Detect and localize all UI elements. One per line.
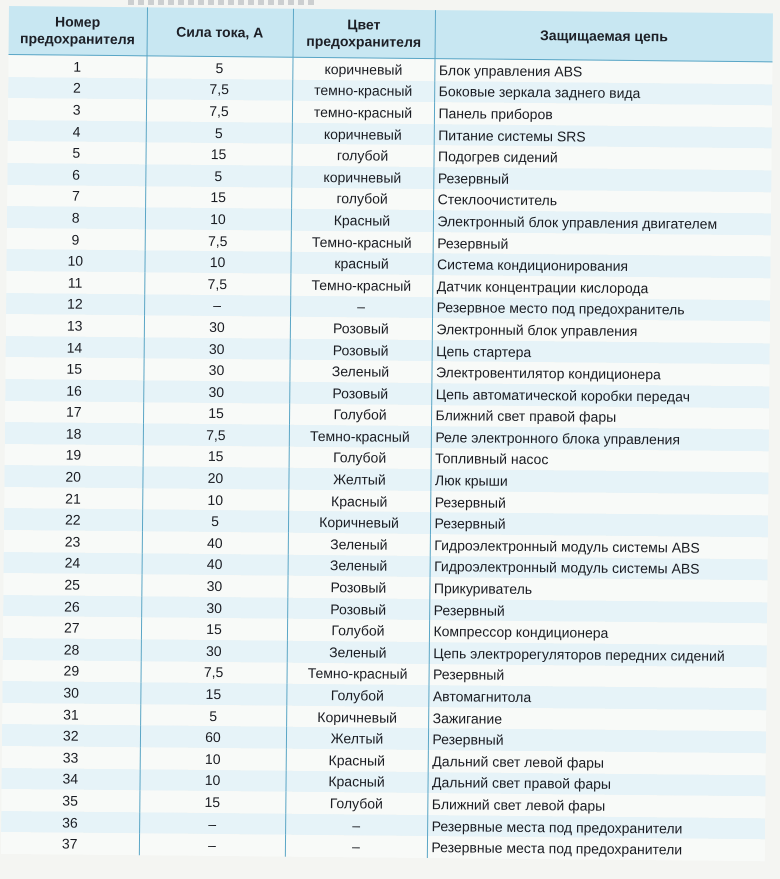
fuse-number-cell: 17	[5, 400, 143, 423]
fuse-color-cell: голубой	[291, 187, 433, 210]
fuse-number-cell: 19	[5, 444, 143, 467]
circuit-cell: Резервный	[433, 232, 771, 257]
fuse-number-cell: 28	[3, 638, 141, 661]
current-cell: 5	[140, 704, 286, 727]
circuit-cell: Резервный	[430, 513, 768, 538]
fuse-number-cell: 34	[1, 768, 139, 791]
circuit-cell: Резервные места под предохранители	[427, 836, 765, 861]
current-cell: 7,5	[146, 100, 292, 123]
circuit-cell: Боковые зеркала заднего вида	[434, 81, 772, 106]
fuse-number-cell: 21	[4, 487, 142, 510]
current-cell: 30	[143, 359, 289, 382]
fuse-number-cell: 3	[8, 98, 146, 121]
current-cell: 7,5	[146, 78, 292, 101]
current-cell: 30	[144, 337, 290, 360]
current-cell: 15	[139, 790, 285, 813]
fuse-color-cell: Голубой	[285, 792, 427, 815]
circuit-cell: Электронный блок управления двигателем	[433, 210, 771, 235]
fuse-color-cell: темно-красный	[292, 79, 434, 102]
current-cell: –	[144, 294, 290, 317]
fuse-number-cell: 4	[8, 120, 146, 143]
fuse-number-cell: 9	[7, 228, 145, 251]
fuse-number-cell: 35	[1, 789, 139, 812]
circuit-cell: Резервный	[433, 167, 771, 192]
fuse-color-cell: коричневый	[291, 166, 433, 189]
current-cell: 10	[144, 251, 290, 274]
current-cell: 30	[141, 639, 287, 662]
fuse-color-cell: Красный	[288, 490, 430, 513]
fuse-number-cell: 8	[7, 206, 145, 229]
header-fuse-number	[9, 6, 147, 56]
fuse-color-cell: Желтый	[286, 727, 428, 750]
fuse-number-cell: 22	[4, 508, 142, 531]
fuse-color-cell: Коричневый	[286, 706, 428, 729]
circuit-cell: Ближний свет правой фары	[431, 405, 769, 430]
fuse-color-cell: –	[290, 295, 432, 318]
fuse-color-cell: Темно-красный	[291, 230, 433, 253]
fuse-table	[1, 6, 773, 861]
fuse-number-cell: 7	[7, 185, 145, 208]
fuse-color-cell: красный	[290, 252, 432, 275]
fuse-color-cell: Розовый	[287, 576, 429, 599]
current-cell: 30	[141, 575, 287, 598]
fuse-number-cell: 6	[7, 163, 145, 186]
circuit-cell: Подогрев сидений	[433, 145, 771, 170]
current-cell: 15	[143, 445, 289, 468]
current-cell: –	[139, 834, 285, 857]
current-cell: 15	[145, 143, 291, 166]
fuse-number-cell: 13	[6, 314, 144, 337]
fuse-number-cell: 14	[6, 336, 144, 359]
circuit-cell: Люк крыши	[430, 469, 768, 494]
fuse-color-cell: Розовый	[290, 317, 432, 340]
circuit-cell: Реле электронного блока управления	[431, 426, 769, 451]
fuse-number-cell: 12	[6, 293, 144, 316]
fuse-color-cell: Голубой	[289, 403, 431, 426]
current-cell: 30	[144, 315, 290, 338]
fuse-number-cell: 30	[2, 681, 140, 704]
circuit-cell: Компрессор кондиционера	[429, 620, 767, 645]
circuit-cell: Резервный	[430, 491, 768, 516]
current-cell: 60	[140, 726, 286, 749]
fuse-number-cell: 37	[1, 832, 139, 855]
header-protected-circuit-label: Защищаемая цепь	[540, 26, 668, 44]
fuse-number-cell: 36	[1, 811, 139, 834]
fuse-color-cell: коричневый	[292, 123, 434, 146]
fuse-number-cell: 15	[5, 357, 143, 380]
circuit-cell: Ближний свет левой фары	[427, 793, 765, 818]
fuse-table-body	[1, 54, 773, 861]
header-fuse-color-line1: Цвет	[347, 16, 381, 33]
circuit-cell: Цепь стартера	[432, 340, 770, 365]
header-current-label: Сила тока, А	[176, 23, 264, 40]
current-cell: 5	[146, 121, 292, 144]
current-cell: 15	[145, 186, 291, 209]
current-cell: 5	[146, 56, 292, 79]
circuit-cell: Гидроэлектронный модуль системы ABS	[430, 556, 768, 581]
current-cell: 10	[142, 488, 288, 511]
fuse-number-cell: 10	[6, 249, 144, 272]
fuse-number-cell: 29	[3, 660, 141, 683]
fuse-number-cell: 25	[3, 573, 141, 596]
header-fuse-number-line1: Номер	[54, 13, 101, 30]
fuse-color-cell: Красный	[286, 749, 428, 772]
current-cell: 7,5	[143, 423, 289, 446]
fuse-color-cell: Красный	[291, 209, 433, 232]
circuit-cell: Резервное место под предохранитель	[432, 297, 770, 322]
current-cell: 30	[143, 380, 289, 403]
fuse-color-cell: Коричневый	[288, 511, 430, 534]
circuit-cell: Гидроэлектронный модуль системы ABS	[430, 534, 768, 559]
fuse-color-cell: Голубой	[286, 684, 428, 707]
fuse-number-cell: 2	[8, 77, 146, 100]
fuse-color-cell: голубой	[291, 144, 433, 167]
fuse-color-cell: Розовый	[289, 382, 431, 405]
fuse-color-cell: Голубой	[289, 446, 431, 469]
header-fuse-color-line2: предохранителя	[306, 32, 422, 50]
fuse-number-cell: 23	[4, 530, 142, 553]
circuit-cell: Электронный блок управления	[432, 318, 770, 343]
circuit-cell: Стеклоочиститель	[433, 189, 771, 214]
current-cell: –	[139, 812, 285, 835]
fuse-number-cell: 5	[7, 141, 145, 164]
fuse-number-cell: 24	[4, 552, 142, 575]
fuse-color-cell: Желтый	[288, 468, 430, 491]
circuit-cell: Электровентилятор кондиционера	[431, 361, 769, 386]
fuse-color-cell: Розовый	[287, 598, 429, 621]
fuse-color-cell: Розовый	[290, 338, 432, 361]
fuse-color-cell: коричневый	[292, 57, 434, 80]
circuit-cell: Панель приборов	[434, 102, 772, 127]
current-cell: 10	[140, 747, 286, 770]
circuit-cell: Прикуриватель	[429, 577, 767, 602]
fuse-color-cell: Зеленый	[288, 533, 430, 556]
fuse-number-cell: 18	[5, 422, 143, 445]
current-cell: 7,5	[141, 661, 287, 684]
fuse-number-cell: 31	[2, 703, 140, 726]
scan-artifact	[128, 0, 318, 5]
current-cell: 30	[141, 596, 287, 619]
current-cell: 10	[139, 769, 285, 792]
circuit-cell: Цепь электрорегуляторов передних сидений	[429, 642, 767, 667]
fuse-number-cell: 33	[2, 746, 140, 769]
fuse-number-cell: 27	[3, 616, 141, 639]
circuit-cell: Датчик концентрации кислорода	[432, 275, 770, 300]
fuse-color-cell: Темно-красный	[287, 662, 429, 685]
circuit-cell: Резервный	[428, 728, 766, 753]
circuit-cell: Резервный	[429, 599, 767, 624]
fuse-color-cell: Красный	[285, 770, 427, 793]
circuit-cell: Дальний свет левой фары	[428, 750, 766, 775]
current-cell: 15	[141, 618, 287, 641]
current-cell: 5	[142, 510, 288, 533]
current-cell: 5	[145, 164, 291, 187]
current-cell: 7,5	[145, 229, 291, 252]
fuse-color-cell: –	[285, 813, 427, 836]
current-cell: 40	[142, 531, 288, 554]
fuse-color-cell: Зеленый	[289, 360, 431, 383]
circuit-cell: Автомагнитола	[428, 685, 766, 710]
circuit-cell: Питание системы SRS	[434, 124, 772, 149]
fuse-color-cell: темно-красный	[292, 101, 434, 124]
table-header-row	[9, 6, 773, 62]
header-fuse-color	[293, 9, 435, 59]
fuse-number-cell: 20	[4, 465, 142, 488]
header-current	[147, 7, 293, 57]
circuit-cell: Дальний свет правой фары	[427, 772, 765, 797]
circuit-cell: Зажигание	[428, 707, 766, 732]
circuit-cell: Цепь автоматической коробки передач	[431, 383, 769, 408]
header-protected-circuit	[435, 10, 773, 62]
circuit-cell: Резервные места под предохранители	[427, 815, 765, 840]
fuse-number-cell: 26	[3, 595, 141, 618]
fuse-color-cell: Темно-красный	[289, 425, 431, 448]
current-cell: 20	[142, 467, 288, 490]
current-cell: 7,5	[144, 272, 290, 295]
circuit-cell: Резервный	[428, 664, 766, 689]
current-cell: 10	[145, 207, 291, 230]
circuit-cell: Блок управления ABS	[434, 59, 772, 84]
fuse-number-cell: 16	[5, 379, 143, 402]
fuse-color-cell: Зеленый	[288, 554, 430, 577]
fuse-number-cell: 1	[8, 54, 146, 77]
current-cell: 15	[143, 402, 289, 425]
current-cell: 15	[140, 683, 286, 706]
header-fuse-number-line2: предохранителя	[19, 30, 135, 48]
fuse-number-cell: 11	[6, 271, 144, 294]
fuse-color-cell: –	[285, 835, 427, 858]
fuse-color-cell: Голубой	[287, 619, 429, 642]
circuit-cell: Топливный насос	[431, 448, 769, 473]
fuse-color-cell: Темно-красный	[290, 274, 432, 297]
fuse-color-cell: Зеленый	[287, 641, 429, 664]
current-cell: 40	[142, 553, 288, 576]
fuse-number-cell: 32	[2, 724, 140, 747]
circuit-cell: Система кондиционирования	[432, 253, 770, 278]
